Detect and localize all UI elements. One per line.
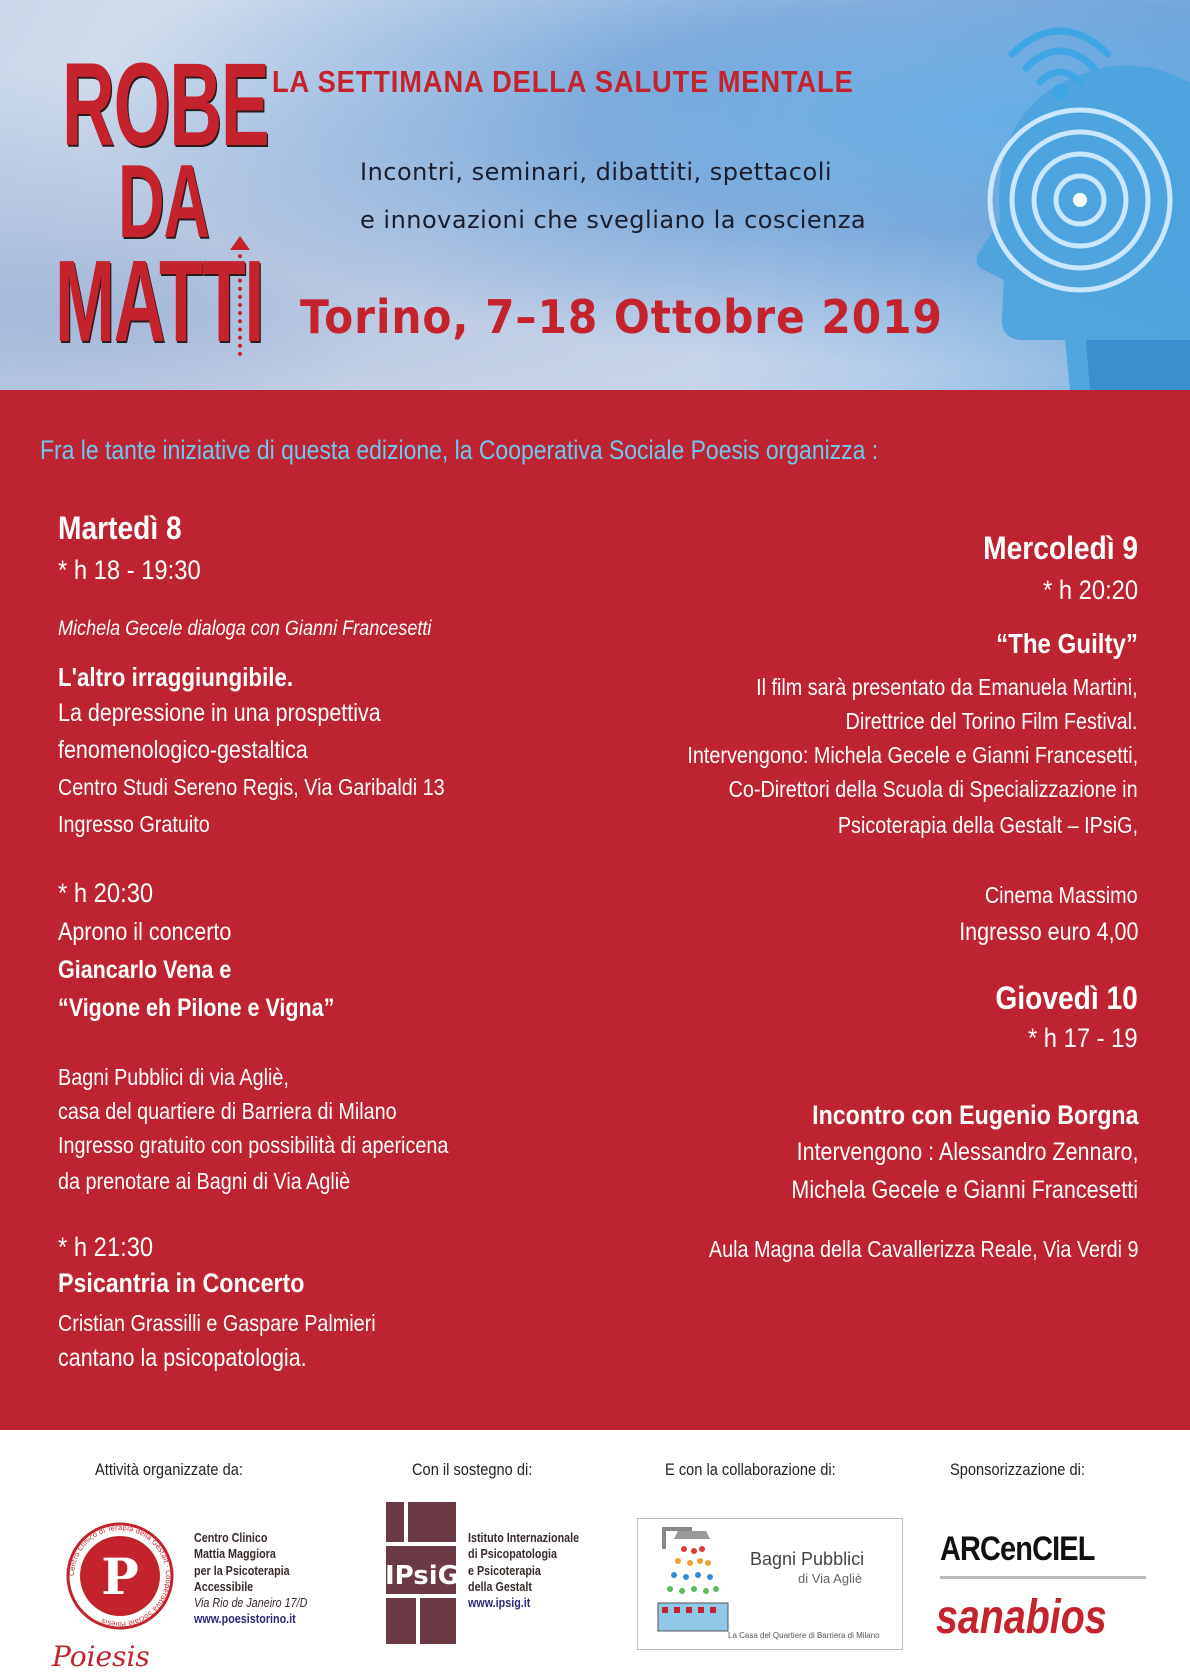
event-time: * h 17 - 19 — [1028, 1023, 1138, 1053]
event-artist: “Vigone eh Pilone e Vigna” — [58, 994, 335, 1022]
collab-heading: E con la collaborazione di: — [665, 1460, 836, 1479]
event-line: Cristian Grassilli e Gaspare Palmieri — [58, 1310, 376, 1336]
event-artist: Giancarlo Vena e — [58, 956, 232, 984]
program-section — [0, 390, 1190, 1430]
banner-tagline-2: e innovazioni che svegliano la coscienza — [360, 206, 867, 234]
event-time: * h 21:30 — [58, 1232, 154, 1262]
sponsor-divider — [940, 1576, 1146, 1579]
ipsig-line: Istituto Internazionale — [468, 1531, 580, 1545]
event-place: Centro Studi Sereno Regis, Via Garibaldi 13 — [58, 774, 445, 800]
poiesis-p-letter: P — [101, 1547, 139, 1606]
logo-matti: MATTI — [55, 236, 264, 366]
event-date: Torino, 7–18 Ottobre 2019 — [300, 290, 943, 344]
event-time: * h 18 - 19:30 — [58, 555, 201, 585]
event-place: casa del quartiere di Barriera di Milano — [58, 1098, 397, 1124]
event-subtitle: LA SETTIMANA DELLA SALUTE MENTALE — [272, 64, 854, 99]
event-line: Michela Gecele e Gianni Francesetti — [791, 1176, 1138, 1204]
event-title: Psicantria in Concerto — [58, 1268, 305, 1298]
sanabios-logo: sanabios — [936, 1591, 1107, 1644]
poiesis-line: per la Psicoterapia — [194, 1563, 290, 1578]
ipsig-line: di Psicopatologia — [468, 1547, 558, 1562]
organized-heading: Attività organizzate da: — [95, 1460, 243, 1479]
poiesis-address: Via Rio de Janeiro 17/D — [194, 1596, 308, 1610]
event-line: Intervengono: Michela Gecele e Gianni Francesetti, — [687, 742, 1138, 768]
arcenciel-logo: ARCenCIEL — [940, 1530, 1095, 1568]
sponsor-heading: Sponsorizzazione di: — [950, 1460, 1085, 1479]
event-entry: Ingresso euro 4,00 — [958, 918, 1138, 946]
event-intro: Aprono il concerto — [58, 918, 232, 946]
poiesis-ring-text: Centro Clinico di Terapia della Gestalt · Cooperativa Sociale Poiesis — [67, 1523, 173, 1629]
event-place: Cinema Massimo — [985, 882, 1138, 908]
day-heading-thursday: Giovedì 10 — [995, 980, 1138, 1016]
event-entry: Ingresso gratuito con possibilità di apericena — [58, 1132, 449, 1158]
event-place: Bagni Pubblici di via Agliè, — [58, 1064, 289, 1090]
event-line: Psicoterapia della Gestalt – IPsiG, — [837, 812, 1138, 838]
logo-da: DA — [118, 144, 209, 260]
head-maze-illustration — [900, 20, 1190, 390]
ipsig-website: www.ipsig.it — [468, 1596, 531, 1610]
ipsig-line: della Gestalt — [468, 1579, 532, 1594]
day-heading-tuesday: Martedì 8 — [58, 510, 182, 546]
event-subtitle: La depressione in una prospettiva — [58, 699, 381, 727]
event-place: Aula Magna della Cavallerizza Reale, Via Verdi 9 — [708, 1236, 1138, 1262]
event-time: * h 20:30 — [58, 878, 154, 908]
ipsig-logo — [382, 1498, 462, 1648]
event-time: * h 20:20 — [1042, 575, 1138, 605]
event-entry: da prenotare ai Bagni di Via Agliè — [58, 1168, 351, 1194]
header-banner — [0, 0, 1190, 390]
ipsig-mark: IPsiG — [384, 1561, 460, 1591]
footer-sponsors — [0, 1430, 1190, 1680]
event-subtitle: fenomenologico-gestaltica — [58, 736, 308, 764]
poiesis-logo — [60, 1520, 180, 1640]
bagni-name: Bagni Pubblici — [750, 1549, 865, 1569]
intro-text: Fra le tante iniziative di questa edizione, la Cooperativa Sociale Poesis organizza : — [40, 435, 879, 465]
logo-robe: ROBE — [62, 39, 269, 171]
event-title: L'altro irraggiungibile. — [58, 662, 294, 692]
banner-tagline-1: Incontri, seminari, dibattiti, spettacoli — [360, 158, 833, 186]
poiesis-website: www.poesistorino.it — [194, 1612, 296, 1627]
event-title: “The Guilty” — [996, 628, 1138, 659]
event-speakers: Michela Gecele dialoga con Gianni Francesetti — [58, 617, 432, 640]
support-heading: Con il sostegno di: — [412, 1460, 533, 1479]
ipsig-line: e Psicoterapia — [468, 1563, 541, 1578]
poiesis-line: Mattia Maggiora — [194, 1547, 276, 1562]
event-line: Co-Direttori della Scuola di Specializzazione in — [729, 776, 1138, 802]
poiesis-line: Centro Clinico — [194, 1531, 268, 1545]
logo-dots-decoration — [238, 246, 262, 356]
event-line: Il film sarà presentato da Emanuela Martini, — [756, 674, 1138, 700]
event-title: Incontro con Eugenio Borgna — [811, 1100, 1138, 1130]
event-entry: Ingresso Gratuito — [58, 811, 210, 837]
day-heading-wednesday: Mercoledì 9 — [983, 530, 1138, 566]
shower-icon — [644, 1525, 744, 1635]
bagni-subname: di Via Agliè — [798, 1571, 863, 1586]
event-line: Direttrice del Torino Film Festival. — [845, 708, 1138, 734]
bagni-logo — [637, 1518, 903, 1650]
event-line: Intervengono : Alessandro Zennaro, — [796, 1138, 1138, 1166]
bagni-caption: La Casa del Quartiere di Barriera di Milano — [728, 1631, 880, 1640]
poiesis-line: Accessibile — [194, 1579, 254, 1594]
poiesis-name: Poiesis — [52, 1640, 150, 1673]
event-line: cantano la psicopatologia. — [58, 1344, 307, 1372]
